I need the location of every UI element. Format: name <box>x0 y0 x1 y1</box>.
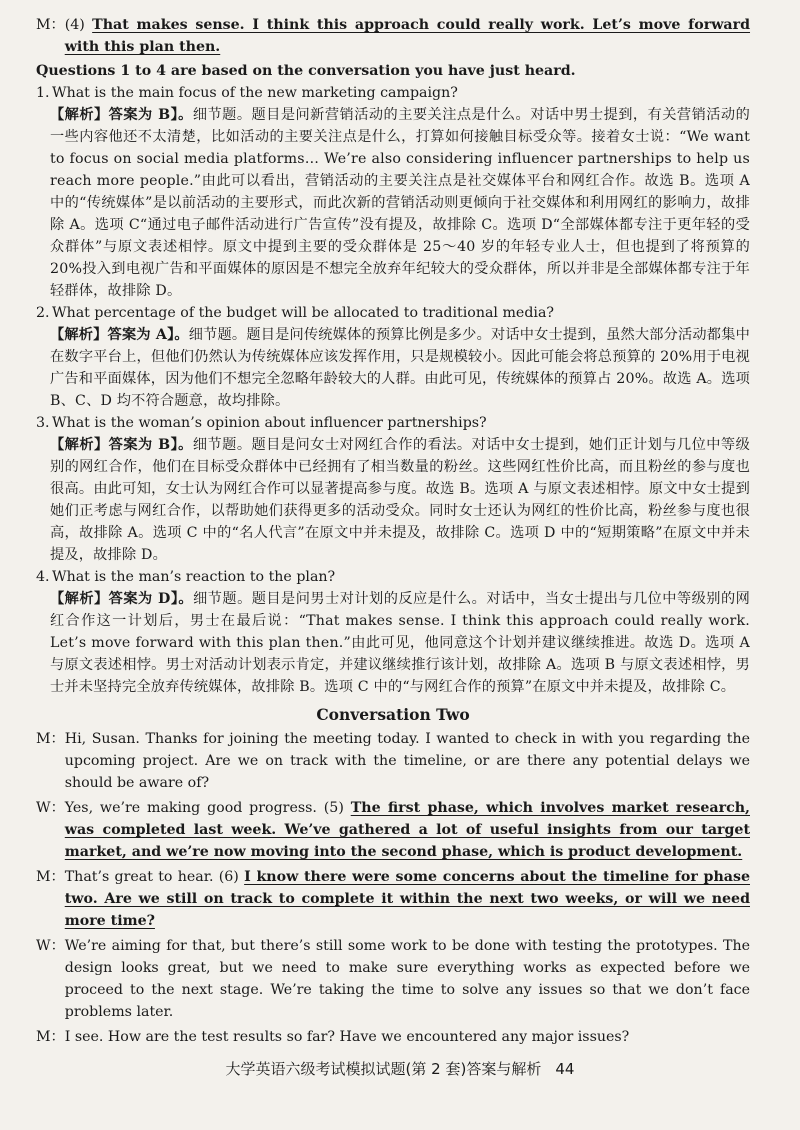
analysis-paragraph <box>36 104 750 302</box>
dialog-text <box>65 14 750 58</box>
question-block <box>36 302 750 412</box>
question-text: What is the man’s reaction to the plan? <box>52 569 336 585</box>
question-number: 2. <box>36 305 50 321</box>
analysis-tag: 【解析】答案为 B】。 <box>50 107 193 123</box>
conversation-title: Conversation Two <box>316 705 470 724</box>
plain-text: That’s great to hear. <box>64 869 219 885</box>
question-text: What is the main focus of the new marketing campaign? <box>52 85 458 101</box>
question-line <box>36 82 750 104</box>
question-block <box>36 566 750 698</box>
dialog-line <box>36 935 750 1023</box>
analysis-paragraph <box>36 434 750 566</box>
question-block <box>36 82 750 302</box>
dialog-text <box>65 728 750 794</box>
question-number: 1. <box>36 85 50 101</box>
question-number: 4. <box>36 569 50 585</box>
analysis-paragraph <box>36 588 750 698</box>
question-block <box>36 412 750 566</box>
question-line <box>36 566 750 588</box>
analysis-tag: 【解析】答案为 D】。 <box>50 591 194 607</box>
plain-text: Hi, Susan. Thanks for joining the meeting today. I wanted to check in with you regarding the upcoming project. Are we on track with the timeline, or are there any potential delays we should be aware of? <box>64 731 750 791</box>
footer-title: 大学英语六级考试模拟试题(第 2 套)答案与解析 <box>225 1060 542 1078</box>
section-intro: Questions 1 to 4 are based on the conversation you have just heard. <box>36 63 576 79</box>
speaker-label: M： <box>36 17 65 33</box>
speaker-label: W： <box>36 938 65 954</box>
analysis-paragraph <box>36 324 750 412</box>
underlined-answer-text: I know there were some concerns about the timeline for phase two. Are we still on track to complete it within the next two weeks, or will we need more time? <box>64 869 750 929</box>
question-marker: (5) <box>323 800 351 816</box>
question-line <box>36 302 750 324</box>
analysis-text: 细节题。题目是问传统媒体的预算比例是多少。对话中女士提到，虽然大部分活动都集中在数字平台上，但他们仍然认为传统媒体应该发挥作用，只是规模较小。因此可能会将总预算的 20%用于电视广告和平面媒体，因为他们不想完全忽略年龄较大的人群。由此可见，传统媒体的预算占 20%。故选 A。选项 B、C、D 均不符合题意，故均排除。 <box>50 327 750 409</box>
speaker-label: M： <box>36 731 65 747</box>
plain-text: We’re aiming for that, but there’s still some work to be done with testing the prototypes. The design looks great, but we need to make sure everything works as expected before we proceed to the next stage. We’re taking the time to solve any issues so that we don’t face problems later. <box>64 938 750 1020</box>
analysis-text: 细节题。题目是问新营销活动的主要关注点是什么。对话中男士提到，有关营销活动的一些内容他还不太清楚，比如活动的主要关注点是什么，打算如何接触目标受众等。接着女士说：“We want to focus on social media platforms… We’re also considering influencer partnerships to help us reach more people.”由此可以看出，营销活动的主要关注点是社交媒体平台和网红合作。故选 B。选项 A 中的“传统媒体”是以前活动的主要形式，而此次新的营销活动则更倾向于社交媒体和利用网红的影响力，故排除 A。选项 C“通过电子邮件活动进行广告宣传”没有提及，故排除 C。选项 D“全部媒体都专注于更年轻的受众群体”与原文表述相悖。原文中提到主要的受众群体是 25～40 岁的年轻专业人士，但也提到了将预算的 20%投入到电视广告和平面媒体的原因是不想完全放弃年纪较大的受众群体，所以并非是全部媒体都专注于年轻群体，故排除 D。 <box>50 107 750 299</box>
speaker-label: M： <box>36 869 65 885</box>
question-line <box>36 412 750 434</box>
page-number: 44 <box>555 1060 575 1078</box>
dialog-line <box>36 14 750 58</box>
speaker-label: M： <box>36 1029 65 1045</box>
dialog-line <box>36 866 750 932</box>
dialog-text <box>65 1026 750 1048</box>
analysis-tag: 【解析】答案为 A】。 <box>50 327 189 343</box>
plain-text: I see. How are the test results so far? Have we encountered any major issues? <box>64 1029 630 1045</box>
question-text: What percentage of the budget will be allocated to traditional media? <box>52 305 555 321</box>
dialog-line <box>36 728 750 794</box>
question-number: 3. <box>36 415 50 431</box>
dialog-text <box>65 797 750 863</box>
dialog-text <box>65 866 750 932</box>
dialog-line <box>36 1026 750 1048</box>
question-marker: (6) <box>218 869 245 885</box>
plain-text: Yes, we’re making good progress. <box>64 800 324 816</box>
dialog-line <box>36 797 750 863</box>
underlined-answer-text: That makes sense. I think this approach could really work. Let’s move forward with this plan then. <box>64 17 751 55</box>
question-marker: (4) <box>64 17 93 33</box>
speaker-label: W： <box>36 800 65 816</box>
analysis-text: 细节题。题目是问女士对网红合作的看法。对话中女士提到，她们正计划与几位中等级别的网红合作，他们在目标受众群体中已经拥有了相当数量的粉丝。这些网红性价比高，而且粉丝的参与度也很高。由此可知，女士认为网红合作可以显著提高参与度。故选 B。选项 A 与原文表述相悖。原文中女士提到她们正考虑与网红合作，以帮助她们获得更多的活动受众。同时女士还认为网红的性价比高，粉丝参与度也很高，故排除 A。选项 C 中的“名人代言”在原文中并未提及，故排除 C。选项 D 中的“短期策略”在原文中并未提及，故排除 D。 <box>50 437 750 563</box>
analysis-text: 细节题。题目是问男士对计划的反应是什么。对话中，当女士提出与几位中等级别的网红合作这一计划后，男士在最后说：“That makes sense. I think this approach could really work. Let’s move forward with this plan then.”由此可见，他同意这个计划并建议继续推进。故选 D。选项 A 与原文表述相悖。男士对活动计划表示肯定，并建议继续推行该计划，故排除 A。选项 B 与原文表述相悖，男士并未坚持完全放弃传统媒体，故排除 B。选项 C 中的“与网红合作的预算”在原文中并未提及，故排除 C。 <box>50 591 751 695</box>
dialog-text <box>65 935 750 1023</box>
analysis-tag: 【解析】答案为 B】。 <box>50 437 193 453</box>
page-footer <box>0 1058 800 1080</box>
question-text: What is the woman’s opinion about influencer partnerships? <box>52 415 487 431</box>
underlined-answer-text: The first phase, which involves market research, was completed last week. We’ve gathered a lot of useful insights from our target market, and we’re now moving into the second phase, which is product development. <box>64 800 750 860</box>
